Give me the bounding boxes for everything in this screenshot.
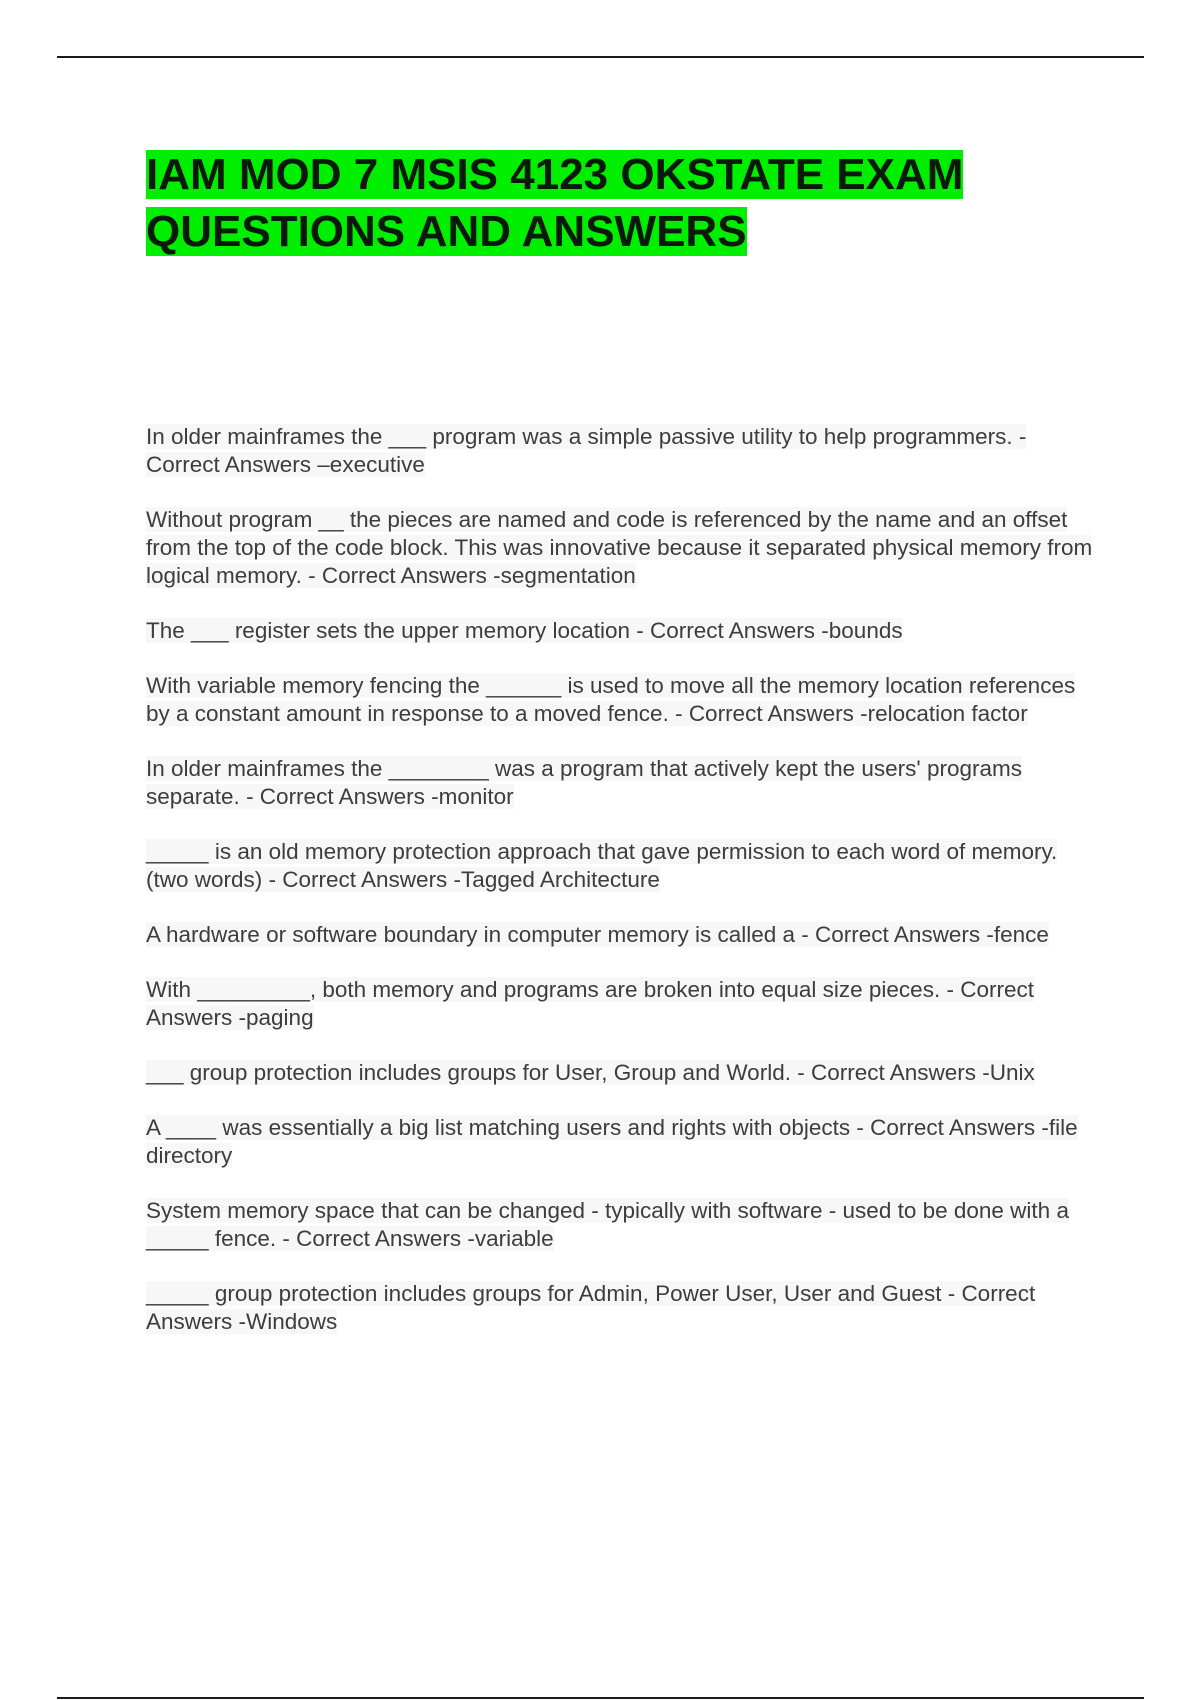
qa-item: A ____ was essentially a big list matching users and rights with objects - Correct Answers -file directory [146,1115,1078,1168]
qa-item: _____ group protection includes groups for Admin, Power User, User and Guest - Correct Answers -Windows [146,1281,1036,1334]
qa-item: System memory space that can be changed - typically with software - used to be done with a _____ fence. - Correct Answers -variable [146,1198,1069,1251]
qa-item: _____ is an old memory protection approach that gave permission to each word of memory. (two words) - Correct Answers -Tagged Architecture [146,839,1058,892]
qa-item: A hardware or software boundary in computer memory is called a - Correct Answers -fence [146,922,1049,947]
qa-item: Without program __ the pieces are named and code is referenced by the name and an offset from the top of the code block. This was innovative because it separated physical memory from logical memory. - Correct Answers -segmentation [146,507,1093,588]
qa-list [146,423,1096,1363]
qa-item: In older mainframes the ___ program was a simple passive utility to help programmers. - Correct Answers –executive [146,424,1027,477]
top-rule [57,56,1144,58]
qa-item: With _________, both memory and programs are broken into equal size pieces. - Correct Answers -paging [146,977,1034,1030]
qa-item: In older mainframes the ________ was a program that actively kept the users' programs separate. - Correct Answers -monitor [146,756,1022,809]
qa-item: With variable memory fencing the ______ is used to move all the memory location references by a constant amount in response to a moved fence. - Correct Answers -relocation factor [146,673,1076,726]
document-title: IAM MOD 7 MSIS 4123 OKSTATE EXAM QUESTIONS AND ANSWERS [146,150,964,256]
bottom-rule [57,1697,1144,1699]
qa-item: ___ group protection includes groups for User, Group and World. - Correct Answers -Unix [146,1060,1035,1085]
qa-item: The ___ register sets the upper memory location - Correct Answers -bounds [146,618,903,643]
